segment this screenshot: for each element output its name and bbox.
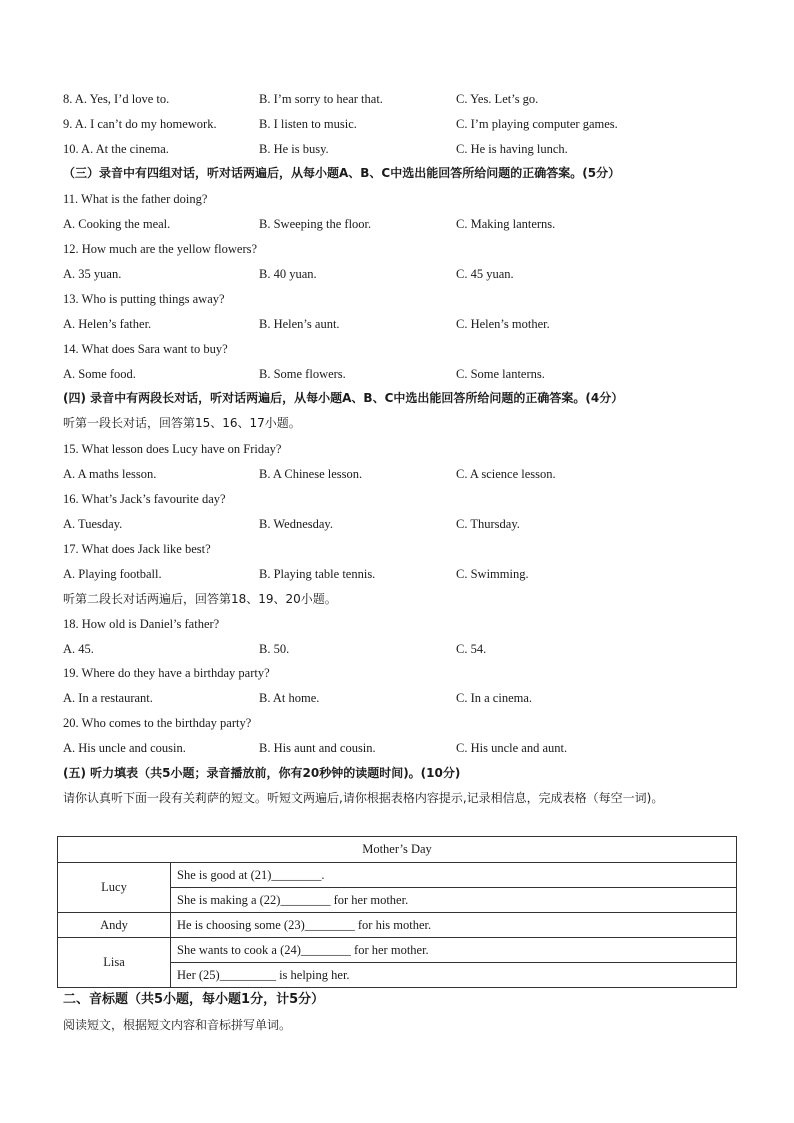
question-16-stem: 16. What’s Jack’s favourite day? [63,492,226,506]
part-2-heading: 二、音标题（共5小题，每小题1分，计5分） [63,992,325,1007]
option-a: A. 45. [63,642,94,656]
option-c: C. 45 yuan. [456,267,514,281]
option-a: A. 35 yuan. [63,267,122,281]
option-c: C. Swimming. [456,567,529,581]
option-b: B. Wednesday. [259,517,333,531]
option-a: 8. A. Yes, I’d love to. [63,92,170,106]
option-a: A. A maths lesson. [63,467,157,481]
option-a: A. In a restaurant. [63,691,153,705]
part-2-instruction: 阅读短文，根据短文内容和音标拼写单词。 [63,1018,292,1032]
lucy-line-1: She is good at (21)________. [171,863,737,888]
section-5-heading: (五) 听力填表（共5小题；录音播放前，你有20秒钟的读题时间)。(10分) [63,766,461,780]
option-b: B. I’m sorry to hear that. [259,92,383,106]
option-c: C. A science lesson. [456,467,556,481]
name-lucy: Lucy [58,863,171,913]
option-b: B. 50. [259,642,290,656]
sub-instruction-1: 听第一段长对话，回答第15、16、17小题。 [63,416,301,430]
option-c: C. Some lanterns. [456,367,545,381]
option-b: B. A Chinese lesson. [259,467,363,481]
name-lisa: Lisa [58,938,171,988]
option-b: B. 40 yuan. [259,267,317,281]
lucy-line-2: She is making a (22)________ for her mother. [171,888,737,913]
option-b: B. Helen’s aunt. [259,317,340,331]
question-13-stem: 13. Who is putting things away? [63,292,225,306]
option-a: A. Cooking the meal. [63,217,171,231]
option-c: C. Yes. Let’s go. [456,92,539,106]
option-a: A. Some food. [63,367,136,381]
table-title: Mother’s Day [58,837,737,863]
option-a: 9. A. I can’t do my homework. [63,117,217,131]
question-20-stem: 20. Who comes to the birthday party? [63,716,252,730]
option-c: C. Making lanterns. [456,217,556,231]
option-b: B. Sweeping the floor. [259,217,372,231]
name-andy: Andy [58,913,171,938]
option-b: B. At home. [259,691,320,705]
andy-line-1: He is choosing some (23)________ for his mother. [171,913,737,938]
lisa-line-1: She wants to cook a (24)________ for her mother. [171,938,737,963]
question-15-stem: 15. What lesson does Lucy have on Friday? [63,442,282,456]
option-c: C. His uncle and aunt. [456,741,568,755]
option-b: B. Some flowers. [259,367,346,381]
option-b: B. Playing table tennis. [259,567,376,581]
lisa-line-2: Her (25)_________ is helping her. [171,963,737,988]
option-c: C. In a cinema. [456,691,533,705]
option-b: B. His aunt and cousin. [259,741,376,755]
section-4-heading: (四) 录音中有两段长对话，听对话两遍后，从每小题A、B、C中选出能回答所给问题的正确答案。(4分） [63,391,624,405]
section-3-heading: （三）录音中有四组对话，听对话两遍后，从每小题A、B、C中选出能回答所给问题的正确答案。(5分） [63,166,621,180]
option-a: A. His uncle and cousin. [63,741,186,755]
question-19-stem: 19. Where do they have a birthday party? [63,666,270,680]
option-c: C. 54. [456,642,487,656]
question-11-stem: 11. What is the father doing? [63,192,208,206]
question-14-stem: 14. What does Sara want to buy? [63,342,228,356]
option-a: 10. A. At the cinema. [63,142,169,156]
option-c: C. He is having lunch. [456,142,568,156]
question-17-stem: 17. What does Jack like best? [63,542,211,556]
option-a: A. Tuesday. [63,517,123,531]
option-b: B. I listen to music. [259,117,357,131]
option-c: C. Helen’s mother. [456,317,550,331]
sub-instruction-2: 听第二段长对话两遍后，回答第18、19、20小题。 [63,592,337,606]
option-a: A. Helen’s father. [63,317,152,331]
option-c: C. Thursday. [456,517,520,531]
option-a: A. Playing football. [63,567,162,581]
question-18-stem: 18. How old is Daniel’s father? [63,617,220,631]
question-12-stem: 12. How much are the yellow flowers? [63,242,258,256]
option-b: B. He is busy. [259,142,329,156]
option-c: C. I’m playing computer games. [456,117,618,131]
mothers-day-table [57,836,737,988]
section-5-instruction: 请你认真听下面一段有关莉萨的短文。听短文两遍后,请你根据表格内容提示,记录相信息，完成表格（每空一词)。 [63,791,664,805]
